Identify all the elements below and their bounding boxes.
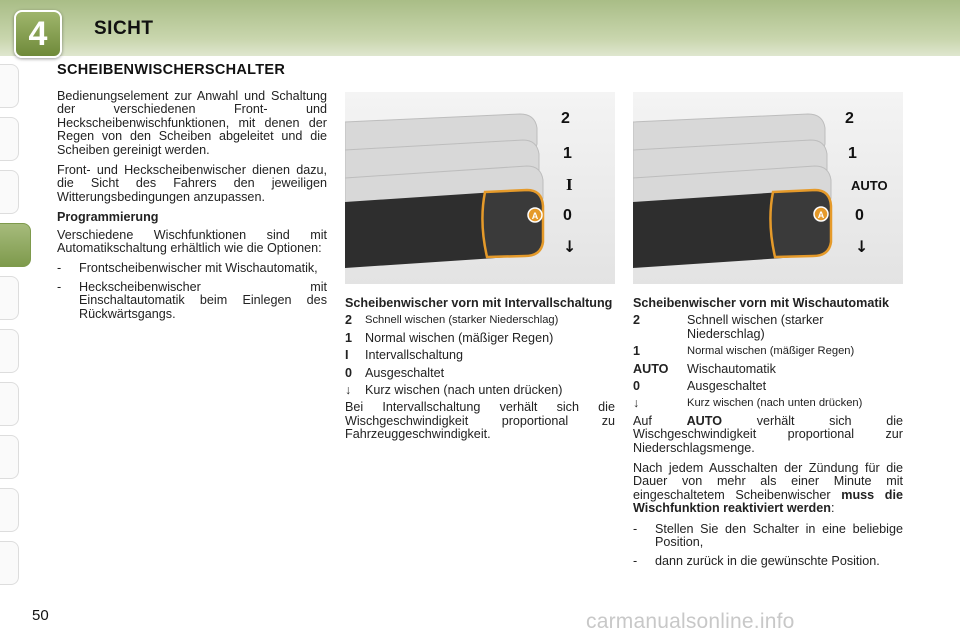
step-item: - Stellen Sie den Schalter in eine beliebige Position, (633, 521, 903, 550)
step-item: - dann zurück in die gewünschte Position. (633, 553, 880, 568)
option-item: - Frontscheibenwischer mit Wischautomatik, (57, 261, 318, 276)
position-label-2: 2 (845, 110, 854, 127)
position-label-0: 0 (563, 207, 572, 224)
left-column (57, 90, 327, 326)
wiper-stalk-illustration (633, 92, 903, 284)
wiper-stalk-illustration (345, 92, 615, 284)
intro-paragraph: Front- und Heckscheibenwischer dienen dazu, die Sicht des Fahrers den jeweiligen Witterungsbedingungen anzupassen. (57, 163, 327, 204)
chapter-tabs (0, 64, 34, 594)
chapter-tab[interactable] (0, 382, 19, 426)
watermark: carmanualsonline.info (586, 610, 795, 633)
legend-item: 2 Schnell wischen (starker Niederschlag) (633, 313, 824, 341)
chapter-number-badge: 4 (14, 10, 62, 58)
callout-a: A (817, 210, 825, 220)
automatic-heading: Scheibenwischer vorn mit Wischautomatik (633, 296, 890, 310)
intermittent-heading: Scheibenwischer vorn mit Intervallschaltung (345, 296, 613, 310)
position-label-0: 0 (855, 207, 864, 224)
reset-note: Nach jedem Ausschalten der Zündung für die Dauer von mehr als einer Minute mit eingeschaltetem Scheibenwischer muss die Wischfunktion reaktiviert werden: (633, 461, 904, 516)
intro-paragraph: Bedienungselement zur Anwahl und Schaltung der verschiedenen Front- und Heckscheibenwischfunktionen, mit denen der Regen von den Scheiben abgeleitet und die Scheiben gereinigt werden. (57, 89, 327, 157)
section-title: SCHEIBENWISCHERSCHALTER (57, 62, 286, 78)
middle-column (345, 297, 615, 449)
position-label-i: I (566, 175, 573, 194)
chapter-tab[interactable] (0, 435, 19, 479)
chapter-tab[interactable] (0, 488, 19, 532)
position-label-1: 1 (848, 145, 857, 162)
wiper-stalk-figure-intermittent (345, 92, 615, 284)
chapter-tab[interactable] (0, 276, 19, 320)
chapter-tab[interactable] (0, 541, 19, 585)
position-label-auto: AUTO (851, 178, 888, 193)
programming-heading: Programmierung (57, 210, 159, 225)
chapter-tab[interactable] (0, 329, 19, 373)
chapter-tab-active[interactable] (0, 223, 31, 267)
down-arrow-icon: ↓ (345, 383, 352, 398)
programming-text: Verschiedene Wischfunktionen sind mit Automatikschaltung erhältlich wie die Optionen: (57, 227, 327, 256)
legend-item: AUTO Wischautomatik (633, 361, 776, 376)
page-number: 50 (32, 607, 49, 624)
legend-item: ↓ Kurz wischen (nach unten drücken) (345, 383, 563, 398)
down-arrow-icon: ↓ (855, 237, 869, 256)
legend-item: ↓ Kurz wischen (nach unten drücken) (633, 396, 863, 411)
auto-note: Auf AUTO verhält sich die Wischgeschwindigkeit proportional zur Niederschlagsmenge. (633, 413, 904, 455)
legend-item: 0 Ausgeschaltet (633, 379, 767, 394)
option-item: - Heckscheibenwischer mit Einschaltautomatik beim Einlegen des Rückwärtsgangs. (57, 279, 327, 321)
down-arrow-icon: ↓ (633, 396, 640, 411)
legend-item: 0 Ausgeschaltet (345, 365, 445, 380)
legend-item: I Intervallschaltung (345, 348, 464, 363)
chapter-tab[interactable] (0, 117, 19, 161)
down-arrow-icon: ↓ (563, 237, 577, 256)
intermittent-note: Bei Intervallschaltung verhält sich die Wischgeschwindigkeit proportional zu Fahrzeuggeschwindigkeit. (345, 400, 615, 442)
chapter-tab[interactable] (0, 64, 19, 108)
legend-item: 1 Normal wischen (mäßiger Regen) (633, 344, 855, 359)
legend-item: 2 Schnell wischen (starker Niederschlag) (345, 313, 559, 328)
right-column (633, 297, 903, 573)
page-header (0, 0, 960, 56)
position-label-1: 1 (563, 145, 572, 162)
chapter-title: SICHT (94, 18, 154, 39)
chapter-tab[interactable] (0, 170, 19, 214)
callout-a: A (531, 211, 539, 221)
position-label-2: 2 (561, 110, 570, 127)
legend-item: 1 Normal wischen (mäßiger Regen) (345, 330, 554, 345)
wiper-stalk-figure-automatic (633, 92, 903, 284)
